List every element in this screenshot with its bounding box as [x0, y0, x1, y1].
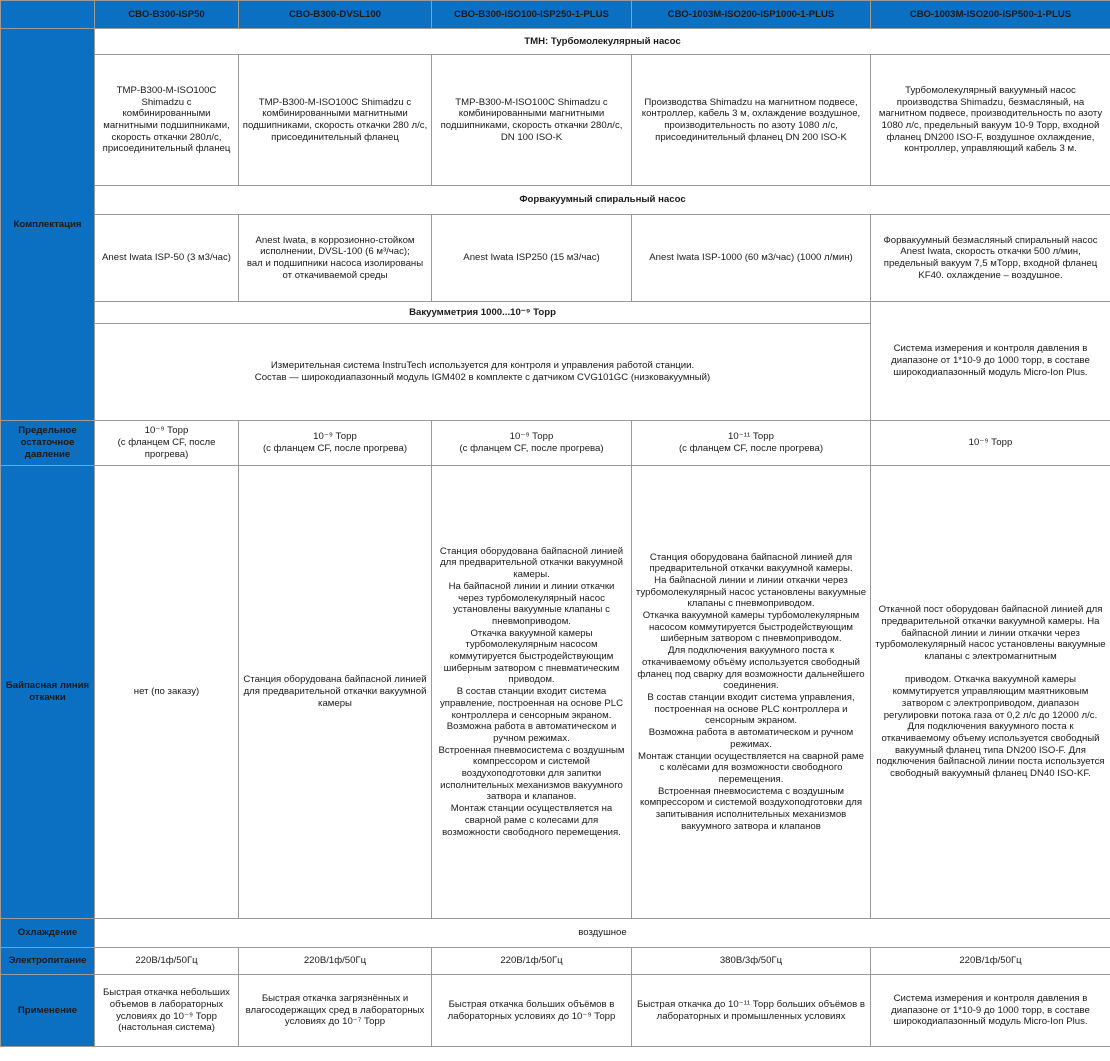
forvac-row	[1, 215, 1110, 302]
table-cell: Система измерения и контроля давления в диапазоне от 1*10-9 до 1000 торр, в составе широкодиапазонный модуль Micro-Ion Plus.	[871, 302, 1110, 421]
section-title-tmn: ТМН: Турбомолекулярный насос	[95, 29, 1110, 55]
row-label-komplektatsiya: Комплектация	[1, 29, 95, 421]
table-cell: Anest Iwata ISP-50 (3 м3/час)	[95, 215, 239, 302]
table-cell: ТМР-В300-М-ISO100С Shimadzu с комбинированными магнитными подшипниками, скорость откачки 280л/с, DN 100 ISO-K	[432, 55, 632, 186]
row-label-cooling: Охлаждение	[1, 919, 95, 948]
table-cell: 10⁻¹¹ Торр (с фланцем CF, после прогрева)	[632, 421, 871, 466]
table-cell: Anest Iwata ISP-1000 (60 м3/час) (1000 л/мин)	[632, 215, 871, 302]
table-cell: 10⁻⁹ Торр (с фланцем CF, после прогрева)	[95, 421, 239, 466]
table-cell: ТМР-В300-М-ISO100С Shimadzu с комбинированными магнитными подшипниками, скорость откачки 280 л/с, присоединительный фланец	[239, 55, 432, 186]
table-cell: Откачной пост оборудован байпасной линией для предварительной откачки вакуумной камеры. На байпасной линии и линии откачки через турбомолекулярный насос установлены вакуумные клапаны с электромагнитным приводом. Откачка вакуумной камеры коммутируется управляющим маятниковым затвором с электроприводом, диапазон регулировки потока газа от 0,2 л/с до 12000 л/с. Для подключения вакуумного поста к откачиваемому объему используется свободный вакуумный фланец типа DN200 ISO-F. Для подключения байпасной линии поста используется свободный вакуумный фланец DN40 ISO-KF.	[871, 466, 1110, 919]
table-cell: Измерительная система InstruTech используется для контроля и управления работой станции. Состав — широкодиапазонный модуль IGM402 в комплекте с датчиком CVG101GC (низковакуумный)	[95, 324, 871, 421]
table-cell: ТМР-В300-М-ISO100С Shimadzu с комбинированными магнитными подшипниками, скорость откачки 280л/с, присоединительный фланец	[95, 55, 239, 186]
table-cell: Быстрая откачка небольших объемов в лабораторных условиях до 10⁻⁹ Торр (настольная система)	[95, 975, 239, 1047]
row-label-application: Применение	[1, 975, 95, 1047]
table-cell: Станция оборудована байпасной линией для предварительной откачки вакуумной камеры	[239, 466, 432, 919]
column-header: СВО-1003М-ISO200-ISP500-1-PLUS	[871, 1, 1110, 29]
table-cell: Турбомолекулярный вакуумный насос производства Shimadzu, безмасляный, на магнитном подвесе, производительность по азоту 1080 л/с, предельный вакуум 10-9 Торр, входной фланец DN200 ISO-F, воздушное охлаждение, контроллер, управляющий кабель 3 м.	[871, 55, 1110, 186]
table-cell: 10⁻⁹ Торр (с фланцем CF, после прогрева)	[432, 421, 632, 466]
bypass-row	[1, 466, 1110, 919]
table-cell: Производства Shimadzu на магнитном подвесе, контроллер, кабель 3 м, охлаждение воздушное, производительность по азоту 1080 л/с, присоединительный фланец DN 200 ISO-K	[632, 55, 871, 186]
tmn-title-row	[1, 29, 1110, 55]
table-cell: 10⁻⁹ Торр (с фланцем CF, после прогрева)	[239, 421, 432, 466]
power-row	[1, 948, 1110, 975]
table-cell: нет (по заказу)	[95, 466, 239, 919]
tmn-row	[1, 55, 1110, 186]
table-cell: Система измерения и контроля давления в диапазоне от 1*10-9 до 1000 торр, в составе широкодиапазонный модуль Micro-Ion Plus.	[871, 975, 1110, 1047]
application-row	[1, 975, 1110, 1047]
column-header: СВО-В300-ISO100-ISP250-1-PLUS	[432, 1, 632, 29]
table-cell: Станция оборудована байпасной линией для предварительной откачки вакуумной камеры. На байпасной линии и линии откачки через турбомолекулярный насос установлены вакуумные клапаны с пневмоприводом. Откачка вакуумной камеры турбомолекулярным насосом коммутируется быстродействующим шиберным затвором с пневматическим приводом. В состав станции входит система управление, построенная на основе PLC контроллера и сенсорным экраном. Возможна работа в автоматическом и ручном режимах. Встроенная пневмосистема с воздушным компрессором и системой воздухоподготовки для запитки исполнительных механизмов вакуумного затвора и клапанов. Монтаж станции осуществляется на сварной раме с колесами для возможности свободного перемещения.	[432, 466, 632, 919]
table-cell: 220В/1ф/50Гц	[432, 948, 632, 975]
pressure-row	[1, 421, 1110, 466]
row-label-power: Электропитание	[1, 948, 95, 975]
cooling-row	[1, 919, 1110, 948]
column-header: СВО-В300-DVSL100	[239, 1, 432, 29]
column-header: СВО-В300-ISP50	[95, 1, 239, 29]
forvac-title-row	[1, 186, 1110, 215]
header-corner	[1, 1, 95, 29]
table-cell: Быстрая откачка загрязнённых и влагосодержащих сред в лабораторных условиях до 10⁻⁷ Торр	[239, 975, 432, 1047]
header-row	[1, 1, 1110, 29]
table-cell: Быстрая откачка больших объёмов в лабораторных условиях до 10⁻⁹ Торр	[432, 975, 632, 1047]
column-header: СВО-1003М-ISO200-ISP1000-1-PLUS	[632, 1, 871, 29]
table-cell: 10⁻⁹ Торр	[871, 421, 1110, 466]
row-label-pressure: Предельное остаточное давление	[1, 421, 95, 466]
table-cell: Быстрая откачка до 10⁻¹¹ Торр больших объёмов в лабораторных и промышленных условиях	[632, 975, 871, 1047]
table-cell: 220В/1ф/50Гц	[871, 948, 1110, 975]
section-title-vacuummetry: Вакуумметрия 1000...10⁻⁹ Торр	[95, 302, 871, 324]
table-cell: 380В/3ф/50Гц	[632, 948, 871, 975]
table-cell: 220В/1ф/50Гц	[239, 948, 432, 975]
table-cell: Anest Iwata, в коррозионно-стойком исполнении, DVSL-100 (6 м³/час); вал и подшипники насоса изолированы от откачиваемой среды	[239, 215, 432, 302]
row-label-bypass: Байпасная линия откачки	[1, 466, 95, 919]
table-cell: Форвакуумный безмасляный спиральный насос Anest Iwata, скорость откачки 500 л/мин, предельный вакуум 7,5 мТорр, входной фланец KF40. охлаждение – воздушное.	[871, 215, 1110, 302]
table-cell: 220В/1ф/50Гц	[95, 948, 239, 975]
table-cell: Станция оборудована байпасной линией для предварительной откачки вакуумной камеры. На байпасной линии и линии откачки через турбомолекулярный насос установлены вакуумные клапаны с пневмоприводом. Откачка вакуумной камеры турбомолекулярным насосом коммутируется быстродействующим шиберным затвором с пневмоприводом. Для подключения вакуумного поста к откачиваемому объёму используется свободный фланец под сварку для возможности дальнейшего соединения. В состав станции входит система управления, построенная на основе PLC контроллера и сенсорным экраном. Возможна работа в автоматическом и ручном режимах. Монтаж станции осуществляется на сварной раме с колёсами для возможности свободного перемещения. Встроенная пневмосистема с воздушным компрессором и системой воздухоподготовки для запитывания исполнительных механизмов вакуумного затвора и клапанов	[632, 466, 871, 919]
vac-title-row	[1, 302, 1110, 324]
table-cell: Anest Iwata ISP250 (15 м3/час)	[432, 215, 632, 302]
section-title-forvac: Форвакуумный спиральный насос	[95, 186, 1110, 215]
table-cell: воздушное	[95, 919, 1110, 948]
